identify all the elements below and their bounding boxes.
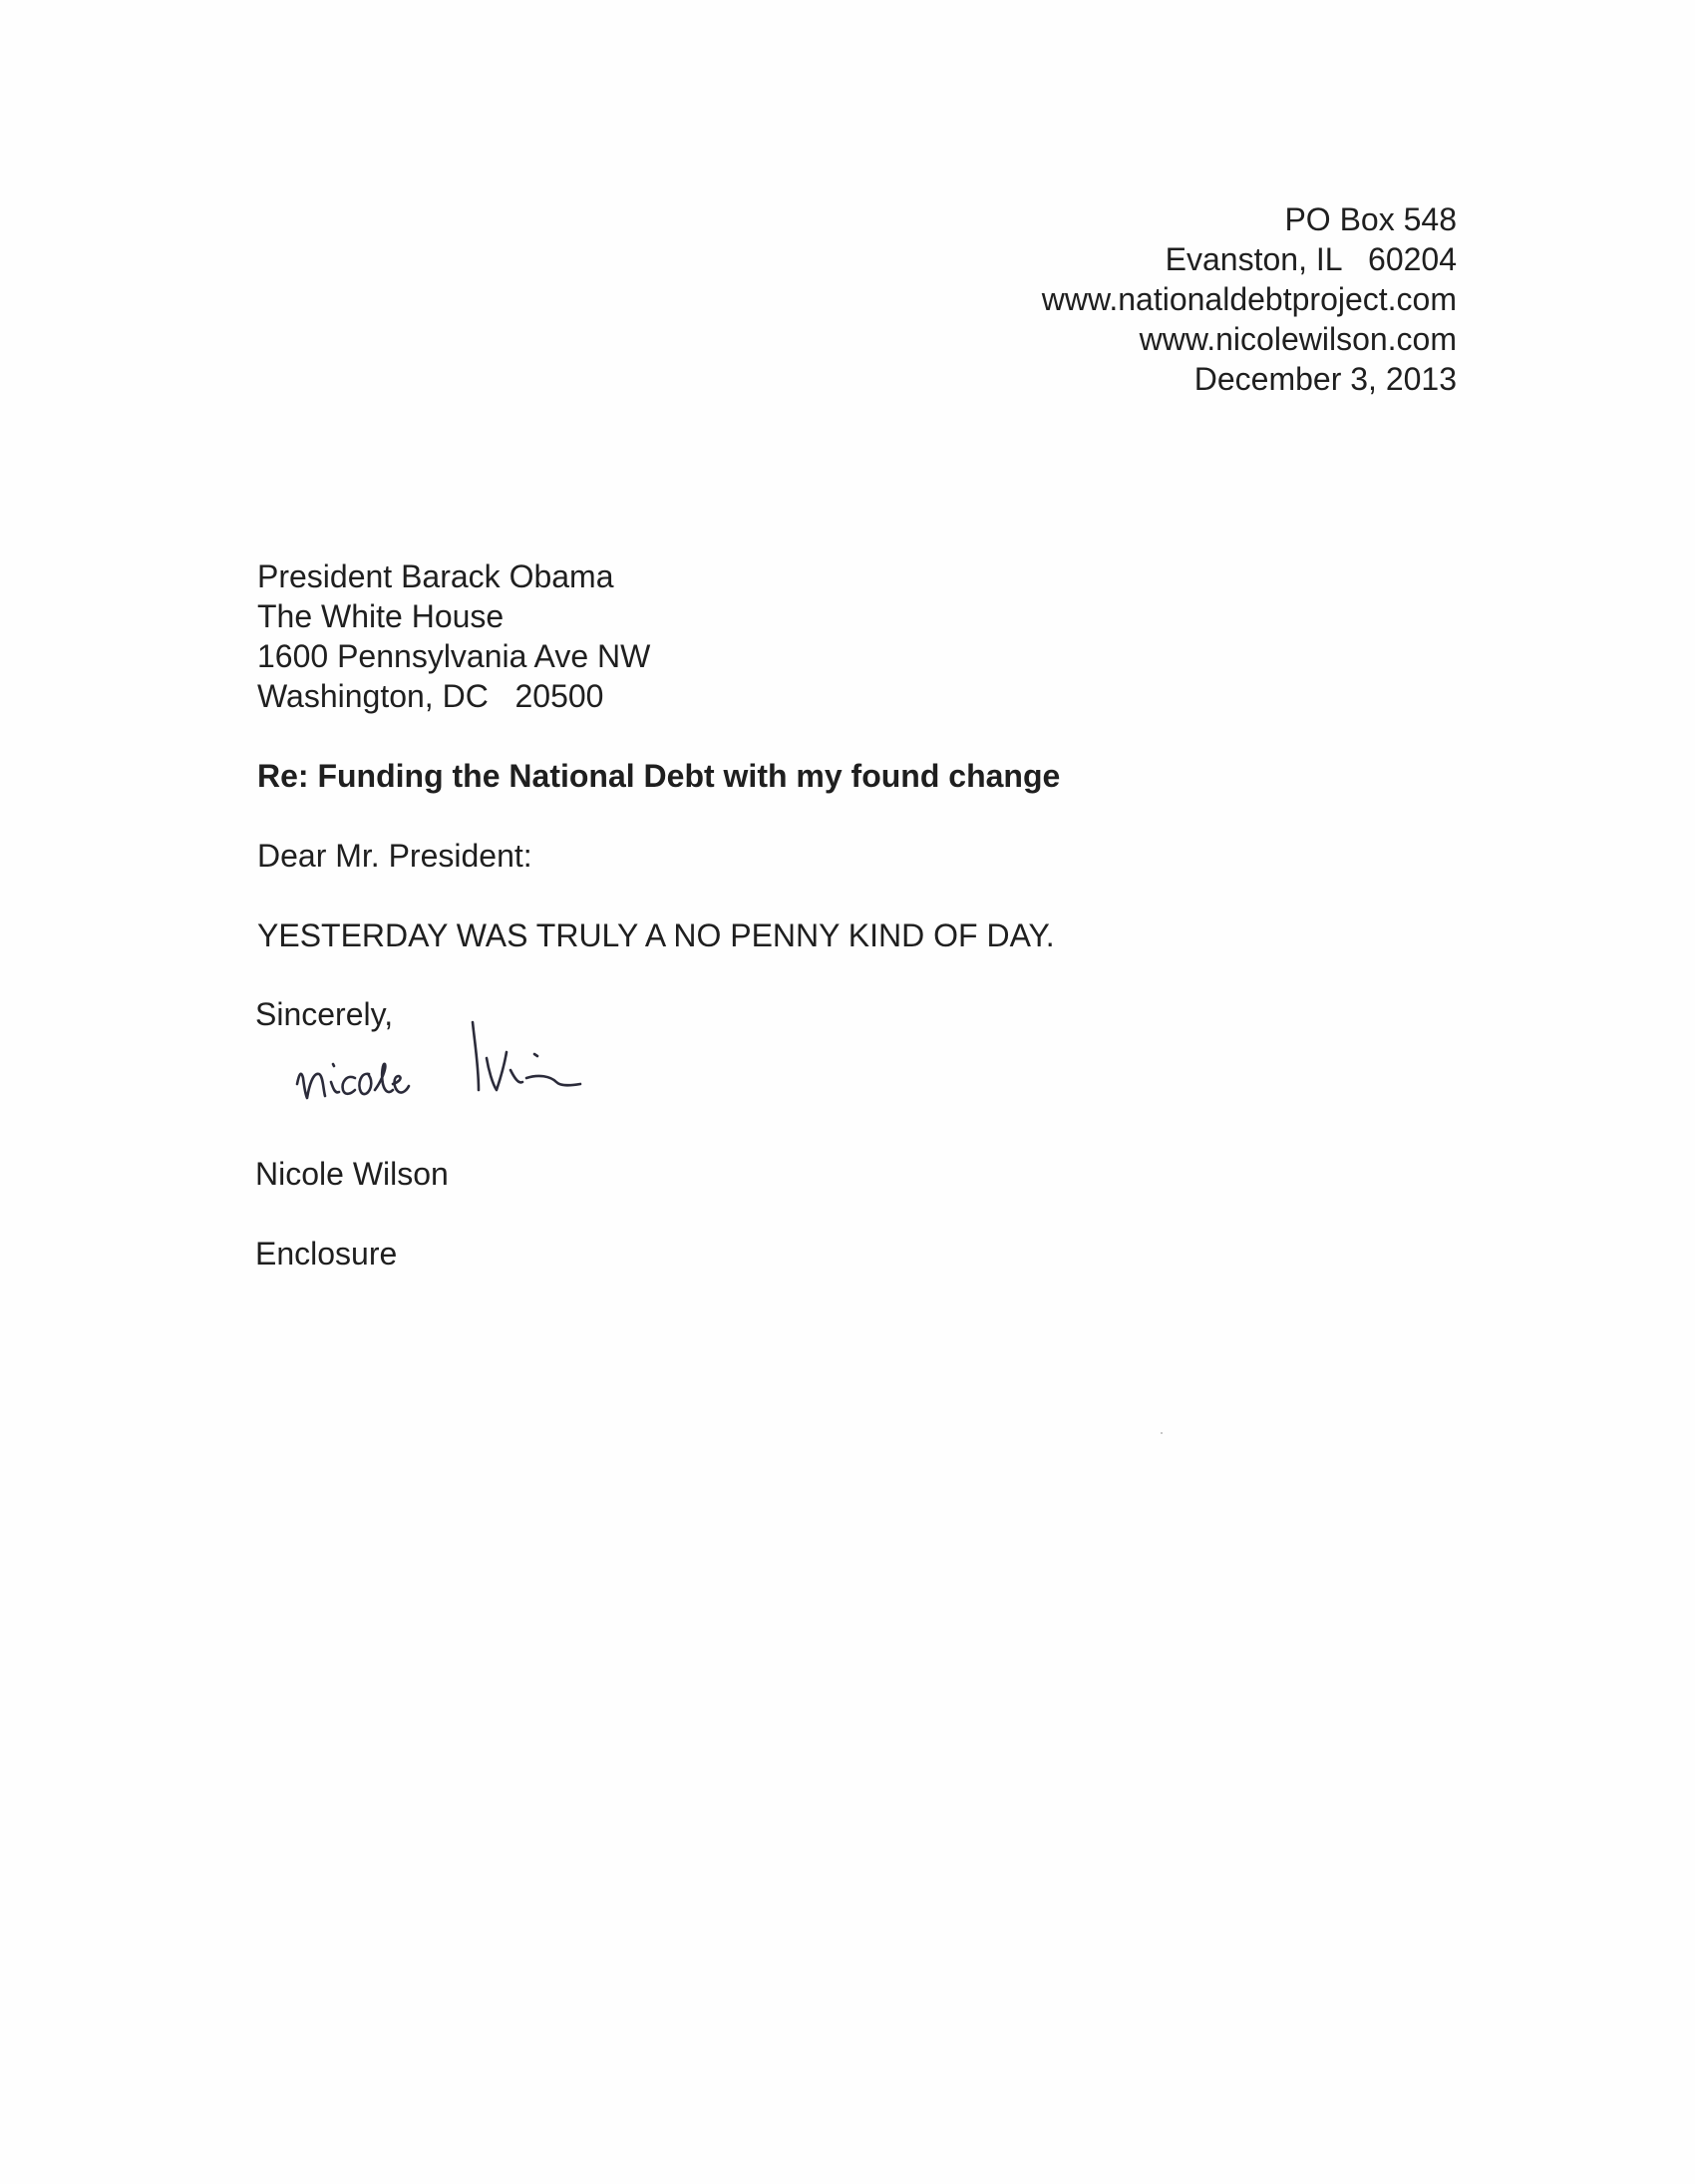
salutation: Dear Mr. President: <box>257 838 532 874</box>
signer-name: Nicole Wilson <box>255 1156 449 1192</box>
letter-date: December 3, 2013 <box>1193 361 1457 397</box>
closing: Sincerely, <box>255 996 394 1032</box>
sender-website-nicole-wilson: www.nicolewilson.com <box>1139 321 1457 357</box>
recipient-name: President Barack Obama <box>257 558 614 594</box>
sender-po-box: PO Box 548 <box>1284 201 1457 237</box>
sender-website-national-debt-project: www.nationaldebtproject.com <box>1041 281 1457 317</box>
recipient-organization: The White House <box>257 598 505 634</box>
recipient-address-block <box>257 556 650 716</box>
recipient-city-state-zip: Washington, DC 20500 <box>257 678 604 714</box>
enclosure-notation: Enclosure <box>255 1236 398 1272</box>
subject-line: Re: Funding the National Debt with my found change <box>257 758 1061 794</box>
sender-city-state-zip: Evanston, IL 60204 <box>1165 241 1457 277</box>
handwritten-signature <box>289 1012 678 1122</box>
sender-address-block <box>1042 199 1457 399</box>
letter-body: YESTERDAY WAS TRULY A NO PENNY KIND OF DAY. <box>257 917 1055 953</box>
scan-speck <box>1161 1432 1163 1434</box>
recipient-street: 1600 Pennsylvania Ave NW <box>257 638 651 674</box>
